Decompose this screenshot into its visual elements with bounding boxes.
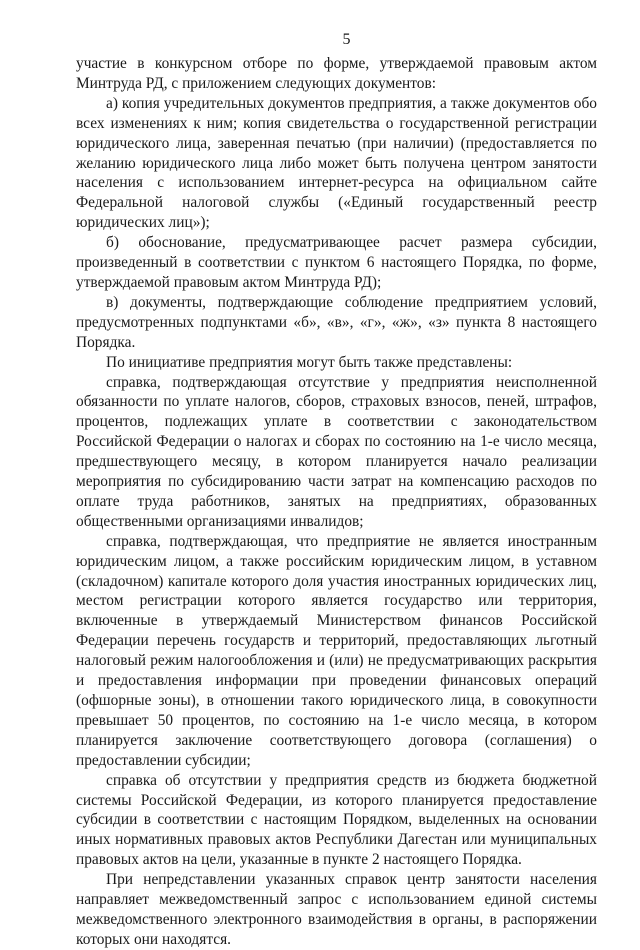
- paragraph: участие в конкурсном отборе по форме, утверждаемой правовым актом Минтруда РД, с приложением следующих документов:: [76, 55, 597, 92]
- page-number: 5: [342, 31, 351, 48]
- paragraph: справка, подтверждающая отсутствие у предприятия неисполненной обязанности по уплате налогов, сборов, страховых взносов, пеней, штрафов, процентов, подлежащих уплате в соответствии с законодательством Российской Федерации о налогах и сборах по состоянию на 1-е число месяца, предшествующего месяцу, в котором планируется начало реализации мероприятия по субсидированию части затрат на компенсацию расходов по оплате труда работников, занятых на предприятиях, образованных общественными организациями инвалидов;: [76, 373, 597, 530]
- paragraph: в) документы, подтверждающие соблюдение предприятием условий, предусмотренных подпунктами «б», «в», «г», «ж», «з» пункта 8 настоящего Порядка.: [76, 293, 597, 351]
- paragraph: По инициативе предприятия могут быть также представлены:: [106, 353, 513, 371]
- document-body: [76, 54, 597, 950]
- paragraph: При непредставлении указанных справок центр занятости населения направляет межведомственный запрос с использованием единой системы межведомственного электронного взаимодействия в органы, в распоряжении которых они находятся.: [76, 871, 597, 948]
- paragraph: б) обоснование, предусматривающее расчет размера субсидии, произведенный в соответствии с пунктом 6 настоящего Порядка, по форме, утверждаемой правовым актом Минтруда РД);: [76, 234, 597, 291]
- paragraph: справка об отсутствии у предприятия средств из бюджета бюджетной системы Российской Федерации, из которого планируется предоставление субсидии в соответствии с настоящим Порядком, выделенных на основании иных нормативных правовых актов Республики Дагестан или муниципальных правовых актов на цели, указанные в пункте 2 настоящего Порядка.: [76, 771, 597, 869]
- paragraph: справка, подтверждающая, что предприятие не является иностранным юридическим лицом, а также российским юридическим лицом, в уставном (складочном) капитале которого доля участия иностранных юридических лиц, местом регистрации которого является государство или территория, включенные в утверждаемый Министерством финансов Российской Федерации перечень государств и территорий, предоставляющих льготный налоговый режим налогообложения и (или) не предусматривающих раскрытия и предоставления информации при проведении финансовых операций (офшорные зоны), в отношении такого юридического лица, в совокупности превышает 50 процентов, по состоянию на 1-е число месяца, в котором планируется заключение соответствующего договора (соглашения) о предоставлении субсидии;: [76, 532, 597, 769]
- paragraph: а) копия учредительных документов предприятия, а также документов обо всех изменениях к ним; копия свидетельства о государственной регистрации юридического лица, заверенная печатью (при наличии) (предоставляется по желанию юридического лица либо может быть получена центром занятости населения с использованием интернет-ресурса на официальном сайте Федеральной налоговой службы («Единый государственный реестр юридических лиц»);: [76, 94, 597, 232]
